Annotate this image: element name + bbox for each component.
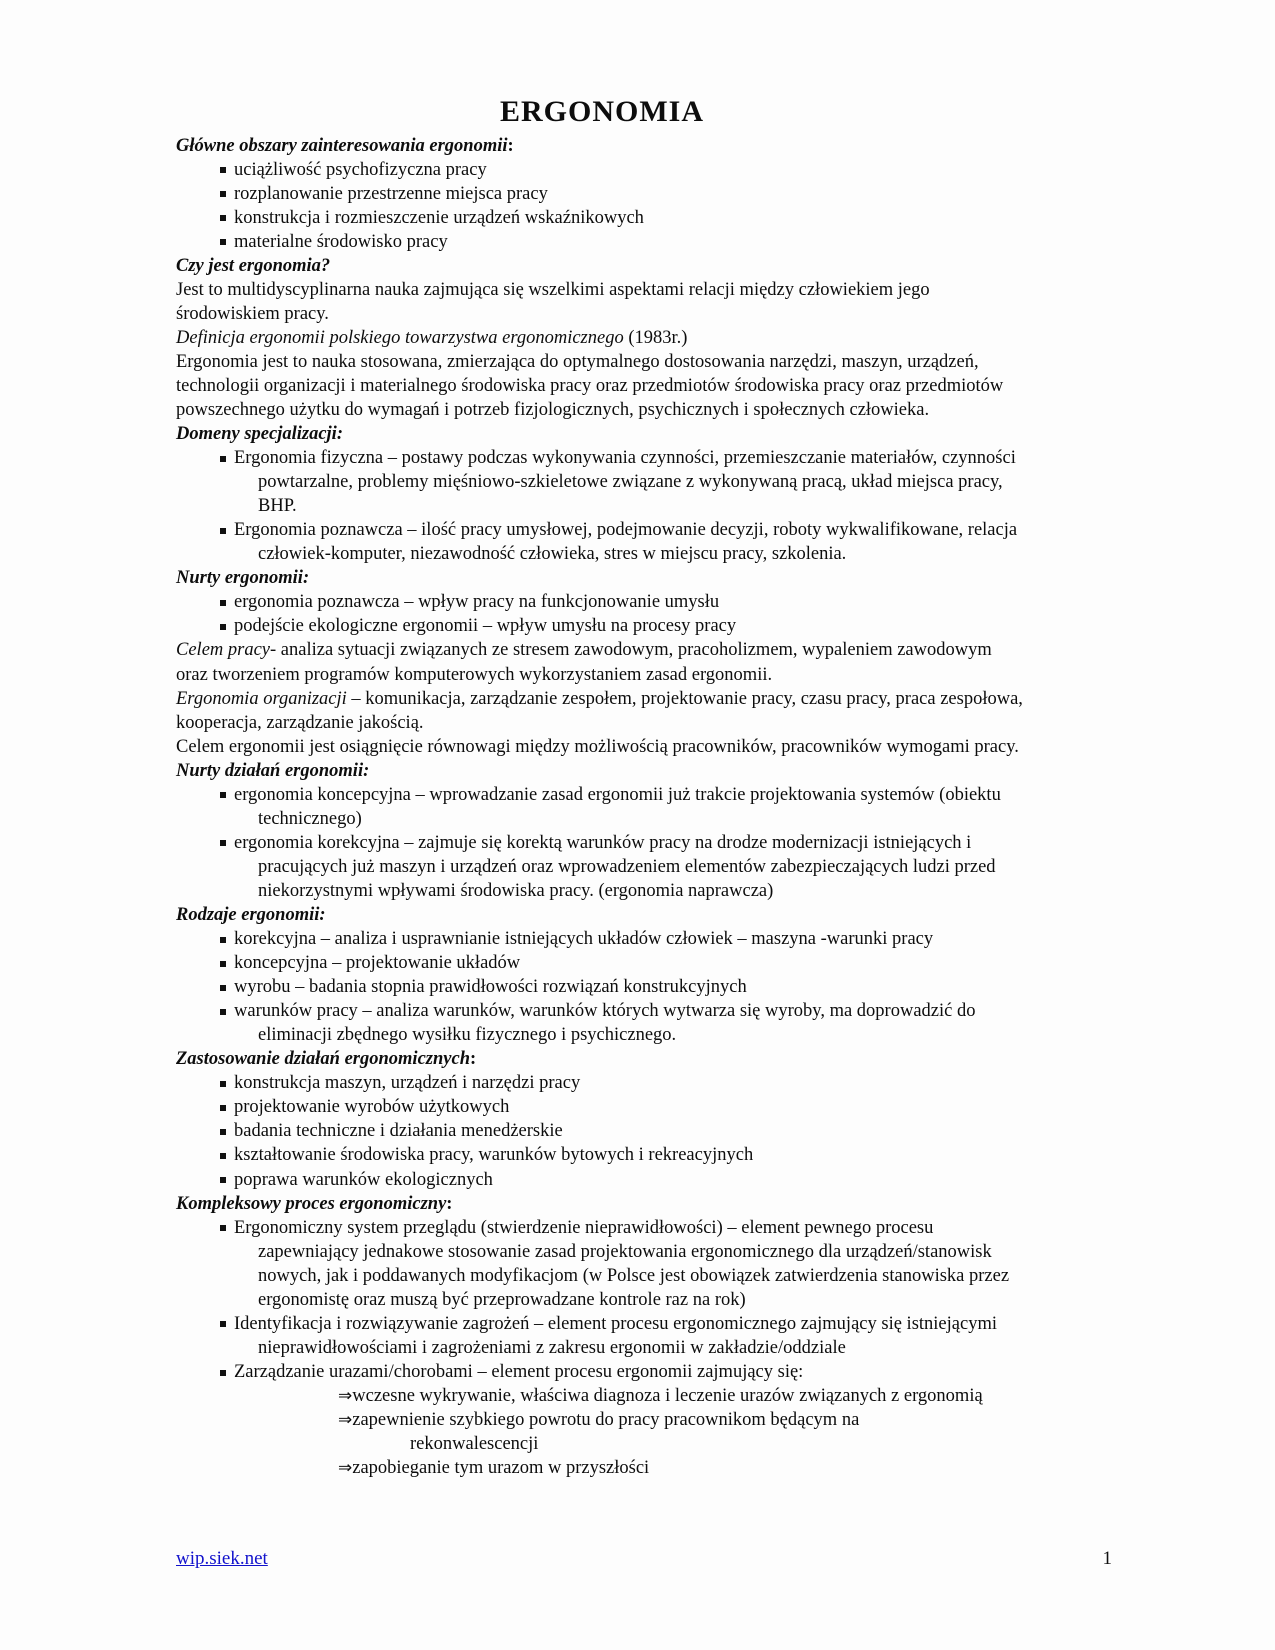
list-item xyxy=(220,783,1028,831)
list-item-label: badania techniczne i działania menedżerskie xyxy=(234,1121,563,1142)
list-item-label: wyrobu – badania stopnia prawidłowości rozwiązań konstrukcyjnych xyxy=(234,977,747,998)
arrow-list-item xyxy=(338,1408,1028,1456)
heading-colon: : xyxy=(469,1049,477,1070)
list-item-label: Ergonomiczny system przeglądu (stwierdzenie nieprawidłowości) – element pewnego procesu zapewniający jednakowe stosowanie zasad projektowania ergonomicznego dla urządzeń/stanowisk nowych, jak i poddawanych modyfikacjom (w Polsce jest obowiązek zatwierdzenia stanowiska przez ergonomistę oraz muszą być przeprowadzane kontrole raz na rok) xyxy=(234,1217,1010,1310)
paragraph-czy-jest: Jest to multidyscyplinarna nauka zajmująca się wszelkimi aspektami relacji między człowiekiem jego środowiskiem pracy. xyxy=(176,279,930,324)
section-heading-rodzaje: Rodzaje ergonomii: xyxy=(176,905,326,925)
list-kompleksowy-arrows xyxy=(176,1384,1028,1480)
page-title: ERGONOMIA xyxy=(500,95,704,128)
arrow-list-item xyxy=(338,1384,1028,1408)
double-arrow-icon: ⇒ xyxy=(338,1409,353,1430)
ergonomia-organizacji-text: – komunikacja, zarządzanie zespołem, projektowanie pracy, czasu pracy, praca zespołowa, kooperacja, zarządzanie jakością. xyxy=(176,688,1023,733)
list-item xyxy=(220,975,1028,999)
list-kompleksowy xyxy=(176,1216,1028,1384)
list-item-label: uciążliwość psychofizyczna pracy xyxy=(234,159,487,180)
square-bullet-icon xyxy=(220,215,226,221)
heading-text: Główne obszary zainteresowania ergonomii xyxy=(176,135,508,156)
list-item xyxy=(220,182,1028,206)
heading-text: Zastosowanie działań ergonomicznych xyxy=(176,1049,470,1070)
list-item-label: korekcyjna – analiza i usprawnianie istniejących układów człowiek – maszyna -warunki pracy xyxy=(234,929,934,950)
definicja-lead: Definicja ergonomii polskiego towarzystwa ergonomicznego xyxy=(176,327,624,348)
paragraph-celem-ergonomii: Celem ergonomii jest osiągnięcie równowagi między możliwością pracowników, pracowników wymogami pracy. xyxy=(176,736,1019,757)
list-item xyxy=(220,614,1028,638)
list-item xyxy=(220,999,1028,1047)
square-bullet-icon xyxy=(220,239,226,245)
arrow-item-label: zapewnienie szybkiego powrotu do pracy pracownikom będącym na xyxy=(352,1409,860,1430)
square-bullet-icon xyxy=(220,937,226,943)
list-item xyxy=(220,206,1028,230)
square-bullet-icon xyxy=(220,985,226,991)
double-arrow-icon: ⇒ xyxy=(338,1385,353,1406)
list-item-label: Identyfikacja i rozwiązywanie zagrożeń – element procesu ergonomicznego zajmujący się istniejącymi nieprawidłowościami i zagrożeniami z zakresu ergonomii w zakładzie/oddziale xyxy=(234,1313,997,1358)
list-nurty-dzialan xyxy=(176,783,1028,903)
celem-pracy-lead: Celem pracy- xyxy=(176,640,277,661)
list-item-label: warunków pracy – analiza warunków, warunków których wytwarza się wyroby, ma doprowadzić do eliminacji zbędnego wysiłku fizycznego i psychicznego. xyxy=(234,1001,976,1046)
list-domeny xyxy=(176,446,1028,566)
list-item-label: Ergonomia poznawcza – ilość pracy umysłowej, podejmowanie decyzji, roboty wykwalifikowane, relacja człowiek-komputer, niezawodność człowieka, stres w miejscu pracy, szkolenia. xyxy=(234,520,1018,565)
square-bullet-icon xyxy=(220,600,226,606)
paragraph-celem-pracy xyxy=(176,638,1028,686)
list-item-label: materialne środowisko pracy xyxy=(234,231,448,252)
section-heading-nurty-ergonomii: Nurty ergonomii: xyxy=(176,568,310,589)
heading-colon: : xyxy=(507,135,514,156)
square-bullet-icon xyxy=(220,1370,226,1376)
section-heading-glowne-obszary xyxy=(176,134,1028,158)
definicja-year: (1983r.) xyxy=(623,327,688,348)
heading-text: Kompleksowy proces ergonomiczny xyxy=(176,1193,447,1214)
section-heading-kompleksowy xyxy=(176,1192,1028,1216)
list-item xyxy=(220,831,1028,903)
list-item-label: rozplanowanie przestrzenne miejsca pracy xyxy=(234,183,548,204)
list-item xyxy=(220,446,1028,518)
square-bullet-icon xyxy=(220,961,226,967)
list-item-label: ergonomia korekcyjna – zajmuje się korektą warunków pracy na drodze modernizacji istniejących i pracujących już maszyn i urządzeń oraz wprowadzeniem elementów zabezpieczających ludzi przed niekorzystnymi wpływami środowiska pracy. (ergonomia naprawcza) xyxy=(234,832,996,901)
list-item xyxy=(220,1095,1028,1119)
ergonomia-organizacji-lead: Ergonomia organizacji xyxy=(176,688,347,709)
list-rodzaje xyxy=(176,927,1028,1047)
list-item-label: koncepcyjna – projektowanie układów xyxy=(234,953,521,974)
heading-colon: : xyxy=(446,1193,453,1214)
list-nurty-ergonomii xyxy=(176,590,1028,638)
list-item-label: podejście ekologiczne ergonomii – wpływ umysłu na procesy pracy xyxy=(234,616,737,637)
list-item-label: konstrukcja maszyn, urządzeń i narzędzi pracy xyxy=(234,1073,581,1094)
list-item-label: konstrukcja i rozmieszczenie urządzeń wskaźnikowych xyxy=(234,207,644,228)
section-heading-czy-jest: Czy jest ergonomia? xyxy=(176,255,331,276)
arrow-list-item xyxy=(338,1456,1028,1480)
list-item xyxy=(220,1168,1028,1192)
square-bullet-icon xyxy=(220,191,226,197)
list-item xyxy=(220,1071,1028,1095)
square-bullet-icon xyxy=(220,1321,226,1327)
list-item xyxy=(220,518,1028,566)
arrow-item-label: wczesne wykrywanie, właściwa diagnoza i leczenie urazów związanych z ergonomią xyxy=(352,1385,983,1406)
square-bullet-icon xyxy=(220,624,226,630)
document-content xyxy=(176,96,1028,1480)
square-bullet-icon xyxy=(220,1225,226,1231)
paragraph-definicja: Ergonomia jest to nauka stosowana, zmierzająca do optymalnego dostosowania narzędzi, maszyn, urządzeń, technologii organizacji i materialnego środowiska pracy oraz przedmiotów środowiska pracy oraz przedmiotów powszechnego użytku do wymagań i potrzeb fizjologicznych, psychicznych i społecznych człowieka. xyxy=(176,351,1004,421)
list-item-label: poprawa warunków ekologicznych xyxy=(234,1169,493,1190)
footer-site-link[interactable]: wip.siek.net xyxy=(176,1548,268,1569)
page-number: 1 xyxy=(1102,1548,1112,1569)
square-bullet-icon xyxy=(220,528,226,534)
square-bullet-icon xyxy=(220,167,226,173)
square-bullet-icon xyxy=(220,840,226,846)
list-item xyxy=(220,1312,1028,1360)
square-bullet-icon xyxy=(220,1177,226,1183)
arrow-item-continuation: rekonwalescencji xyxy=(410,1434,539,1455)
double-arrow-icon: ⇒ xyxy=(338,1458,353,1479)
paragraph-ergonomia-organizacji xyxy=(176,687,1028,735)
section-heading-definicja xyxy=(176,326,1028,350)
list-item-label: ergonomia poznawcza – wpływ pracy na funkcjonowanie umysłu xyxy=(234,592,720,613)
list-item xyxy=(220,230,1028,254)
list-zastosowanie xyxy=(176,1071,1028,1191)
celem-pracy-text: analiza sytuacji związanych ze stresem zawodowym, pracoholizmem, wypaleniem zawodowym oraz tworzeniem programów komputerowych wykorzystaniem zasad ergonomii. xyxy=(176,640,992,685)
list-item-label: projektowanie wyrobów użytkowych xyxy=(234,1097,510,1118)
list-item-label: Ergonomia fizyczna – postawy podczas wykonywania czynności, przemieszczanie materiałów, czynności powtarzalne, problemy mięśniowo-szkieletowe związane z wykonywaną pracą, układ miejsca pracy, BHP. xyxy=(234,448,1016,517)
list-item xyxy=(220,1360,1028,1384)
square-bullet-icon xyxy=(220,1009,226,1015)
list-item xyxy=(220,1143,1028,1167)
list-item xyxy=(220,927,1028,951)
list-item xyxy=(220,951,1028,975)
list-item xyxy=(220,1216,1028,1312)
list-item-label: kształtowanie środowiska pracy, warunków bytowych i rekreacyjnych xyxy=(234,1145,754,1166)
section-heading-zastosowanie xyxy=(176,1047,1028,1071)
section-heading-domeny: Domeny specjalizacji: xyxy=(176,424,343,445)
list-item xyxy=(220,590,1028,614)
list-item-label: Zarządzanie urazami/chorobami – element procesu ergonomii zajmujący się: xyxy=(234,1361,804,1382)
square-bullet-icon xyxy=(220,1081,226,1087)
arrow-item-label: zapobieganie tym urazom w przyszłości xyxy=(352,1458,650,1479)
list-item-label: ergonomia koncepcyjna – wprowadzanie zasad ergonomii już trakcie projektowania systemów (obiektu technicznego) xyxy=(234,784,1001,829)
square-bullet-icon xyxy=(220,1153,226,1159)
square-bullet-icon xyxy=(220,1105,226,1111)
square-bullet-icon xyxy=(220,456,226,462)
list-item xyxy=(220,1119,1028,1143)
list-glowne-obszary xyxy=(176,158,1028,254)
list-item xyxy=(220,158,1028,182)
page-footer xyxy=(176,1548,1186,1570)
square-bullet-icon xyxy=(220,792,226,798)
section-heading-nurty-dzialan: Nurty działań ergonomii: xyxy=(176,760,370,781)
square-bullet-icon xyxy=(220,1129,226,1135)
